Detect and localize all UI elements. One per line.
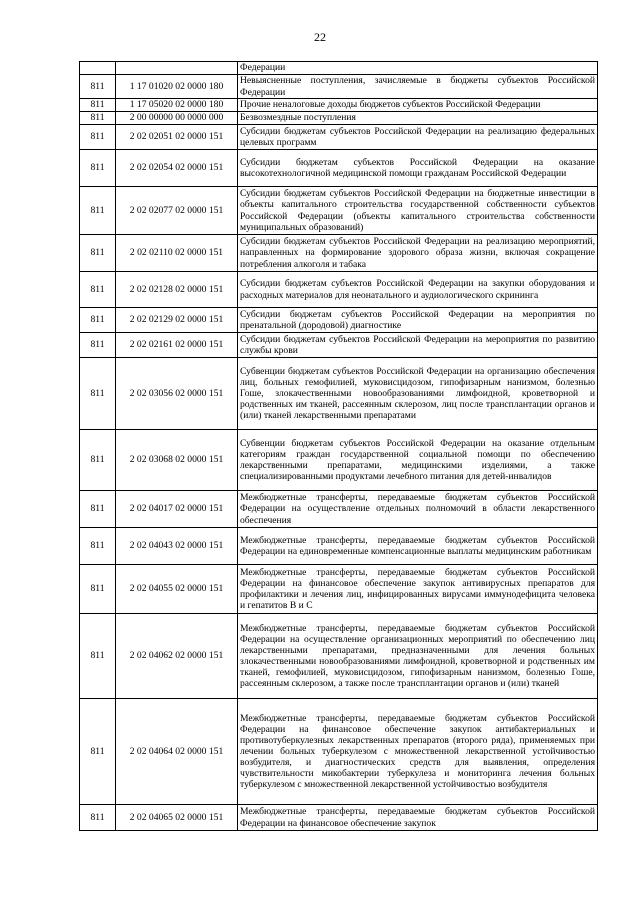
table-row xyxy=(80,62,598,75)
admin-code-cell: 811 xyxy=(80,125,116,150)
table-row xyxy=(80,75,598,99)
income-name-cell: Субвенции бюджетам субъектов Российской Федерации на организацию обеспечения лиц, больных гемофилией, муковисцидозом, гипофизарным нанизмом, болезнью Гоше, злокачественными новообразованиями лимфоидной, кроветворной и родственных им тканей, рассеянным склерозом, лиц после трансплантации органов и (или) тканей лекарственными препаратами xyxy=(238,358,598,430)
table-row xyxy=(80,150,598,187)
budget-code-cell: 2 02 04043 02 0000 151 xyxy=(116,528,238,565)
admin-code-cell: 811 xyxy=(80,614,116,699)
income-name-cell: Безвозмездные поступления xyxy=(238,112,598,125)
table-row xyxy=(80,308,598,333)
admin-code-cell: 811 xyxy=(80,528,116,565)
income-name-cell: Субсидии бюджетам субъектов Российской Федерации на бюджетные инвестиции в объекты капитального строительства государственной собственности субъектов Российской Федерации (объекты капитального строительства собственности муниципальных образований) xyxy=(238,187,598,235)
income-name-cell: Межбюджетные трансферты, передаваемые бюджетам субъектов Российской Федерации на единовременные компенсационные выплаты медицинским работникам xyxy=(238,528,598,565)
budget-code-cell: 2 02 04062 02 0000 151 xyxy=(116,614,238,699)
budget-code-cell: 2 02 02051 02 0000 151 xyxy=(116,125,238,150)
budget-code-cell: 2 02 04065 02 0000 151 xyxy=(116,805,238,831)
income-name-cell: Межбюджетные трансферты, передаваемые бюджетам субъектов Российской Федерации на финансовое обеспечение закупок антибактериальных и противотуберкулезных лекарственных препаратов (второго ряда), применяемых при лечении больных туберкулезом с множественной лекарственной устойчивостью возбудителя, и диагностических средств для выявления, определения чувствительности микобактерии туберкулеза и мониторинга лечения больных туберкулезом с множественной лекарственной устойчивостью возбудителя xyxy=(238,699,598,805)
income-name-cell: Межбюджетные трансферты, передаваемые бюджетам субъектов Российской Федерации на осуществление отдельных полномочий в области лекарственного обеспечения xyxy=(238,491,598,528)
admin-code-cell: 811 xyxy=(80,112,116,125)
budget-code-cell: 2 02 02129 02 0000 151 xyxy=(116,308,238,333)
income-name-cell: Субсидии бюджетам субъектов Российской Федерации на реализацию федеральных целевых программ xyxy=(238,125,598,150)
table-row xyxy=(80,112,598,125)
income-name-cell: Федерации xyxy=(238,62,598,75)
admin-code-cell: 811 xyxy=(80,358,116,430)
table-row xyxy=(80,358,598,430)
revenue-codes-table xyxy=(79,61,598,831)
table-row xyxy=(80,491,598,528)
table-row xyxy=(80,528,598,565)
budget-code-cell: 2 02 04064 02 0000 151 xyxy=(116,699,238,805)
budget-code-cell: 1 17 01020 02 0000 180 xyxy=(116,75,238,99)
table-row xyxy=(80,187,598,235)
budget-code-cell: 2 02 04017 02 0000 151 xyxy=(116,491,238,528)
budget-code-cell: 2 02 02128 02 0000 151 xyxy=(116,272,238,308)
budget-code-cell xyxy=(116,62,238,75)
budget-code-cell: 2 02 02161 02 0000 151 xyxy=(116,333,238,358)
income-name-cell: Субсидии бюджетам субъектов Российской Федерации на оказание высокотехнологичной медицинской помощи гражданам Российской Федерации xyxy=(238,150,598,187)
admin-code-cell: 811 xyxy=(80,150,116,187)
income-name-cell: Межбюджетные трансферты, передаваемые бюджетам субъектов Российской Федерации на осуществление организационных мероприятий по обеспечению лиц лекарственными препаратами, предназначенными для лечения больных злокачественными новообразованиями лимфоидной, кроветворной и родственных им тканей, гемофилией, муковисцидозом, гипофизарным нанизмом, болезнью Гоше, рассеянным склерозом, а также после трансплантации органов и (или) тканей xyxy=(238,614,598,699)
admin-code-cell: 811 xyxy=(80,75,116,99)
income-name-cell: Межбюджетные трансферты, передаваемые бюджетам субъектов Российской Федерации на финансовое обеспечение закупок антивирусных препаратов для профилактики и лечения лиц, инфицированных вирусами иммунодефицита человека и гепатитов B и C xyxy=(238,565,598,614)
income-name-cell: Межбюджетные трансферты, передаваемые бюджетам субъектов Российской Федерации на финансовое обеспечение закупок xyxy=(238,805,598,831)
budget-code-cell: 1 17 05020 02 0000 180 xyxy=(116,99,238,112)
income-name-cell: Невыясненные поступления, зачисляемые в бюджеты субъектов Российской Федерации xyxy=(238,75,598,99)
income-name-cell: Субсидии бюджетам субъектов Российской Федерации на мероприятия по пренатальной (дородовой) диагностике xyxy=(238,308,598,333)
admin-code-cell: 811 xyxy=(80,699,116,805)
page-number: 22 xyxy=(314,30,326,44)
admin-code-cell: 811 xyxy=(80,235,116,272)
budget-code-cell: 2 02 03056 02 0000 151 xyxy=(116,358,238,430)
income-name-cell: Субсидии бюджетам субъектов Российской Федерации на мероприятия по развитию службы крови xyxy=(238,333,598,358)
income-name-cell: Субсидии бюджетам субъектов Российской Федерации на закупки оборудования и расходных материалов для неонатального и аудиологического скрининга xyxy=(238,272,598,308)
table-row xyxy=(80,333,598,358)
table-row xyxy=(80,99,598,112)
income-name-cell: Прочие неналоговые доходы бюджетов субъектов Российской Федерации xyxy=(238,99,598,112)
table-row xyxy=(80,235,598,272)
table-row xyxy=(80,430,598,491)
budget-code-cell: 2 02 04055 02 0000 151 xyxy=(116,565,238,614)
admin-code-cell: 811 xyxy=(80,333,116,358)
table-row xyxy=(80,614,598,699)
table-row xyxy=(80,125,598,150)
admin-code-cell: 811 xyxy=(80,565,116,614)
budget-code-cell: 2 02 02110 02 0000 151 xyxy=(116,235,238,272)
admin-code-cell: 811 xyxy=(80,272,116,308)
budget-code-cell: 2 02 03068 02 0000 151 xyxy=(116,430,238,491)
budget-code-cell: 2 02 02077 02 0000 151 xyxy=(116,187,238,235)
admin-code-cell: 811 xyxy=(80,491,116,528)
admin-code-cell: 811 xyxy=(80,187,116,235)
admin-code-cell: 811 xyxy=(80,99,116,112)
table-row xyxy=(80,272,598,308)
table-row xyxy=(80,699,598,805)
budget-code-cell: 2 02 02054 02 0000 151 xyxy=(116,150,238,187)
admin-code-cell: 811 xyxy=(80,430,116,491)
admin-code-cell: 811 xyxy=(80,805,116,831)
budget-code-cell: 2 00 00000 00 0000 000 xyxy=(116,112,238,125)
table-row xyxy=(80,805,598,831)
income-name-cell: Субвенции бюджетам субъектов Российской Федерации на оказание отдельным категориям граждан государственной социальной помощи по обеспечению лекарственными препаратами, медицинскими изделиями, а также специализированными продуктами лечебного питания для детей-инвалидов xyxy=(238,430,598,491)
admin-code-cell xyxy=(80,62,116,75)
table-row xyxy=(80,565,598,614)
income-name-cell: Субсидии бюджетам субъектов Российской Федерации на реализацию мероприятий, направленных на формирование здорового образа жизни, включая сокращение потребления алкоголя и табака xyxy=(238,235,598,272)
admin-code-cell: 811 xyxy=(80,308,116,333)
